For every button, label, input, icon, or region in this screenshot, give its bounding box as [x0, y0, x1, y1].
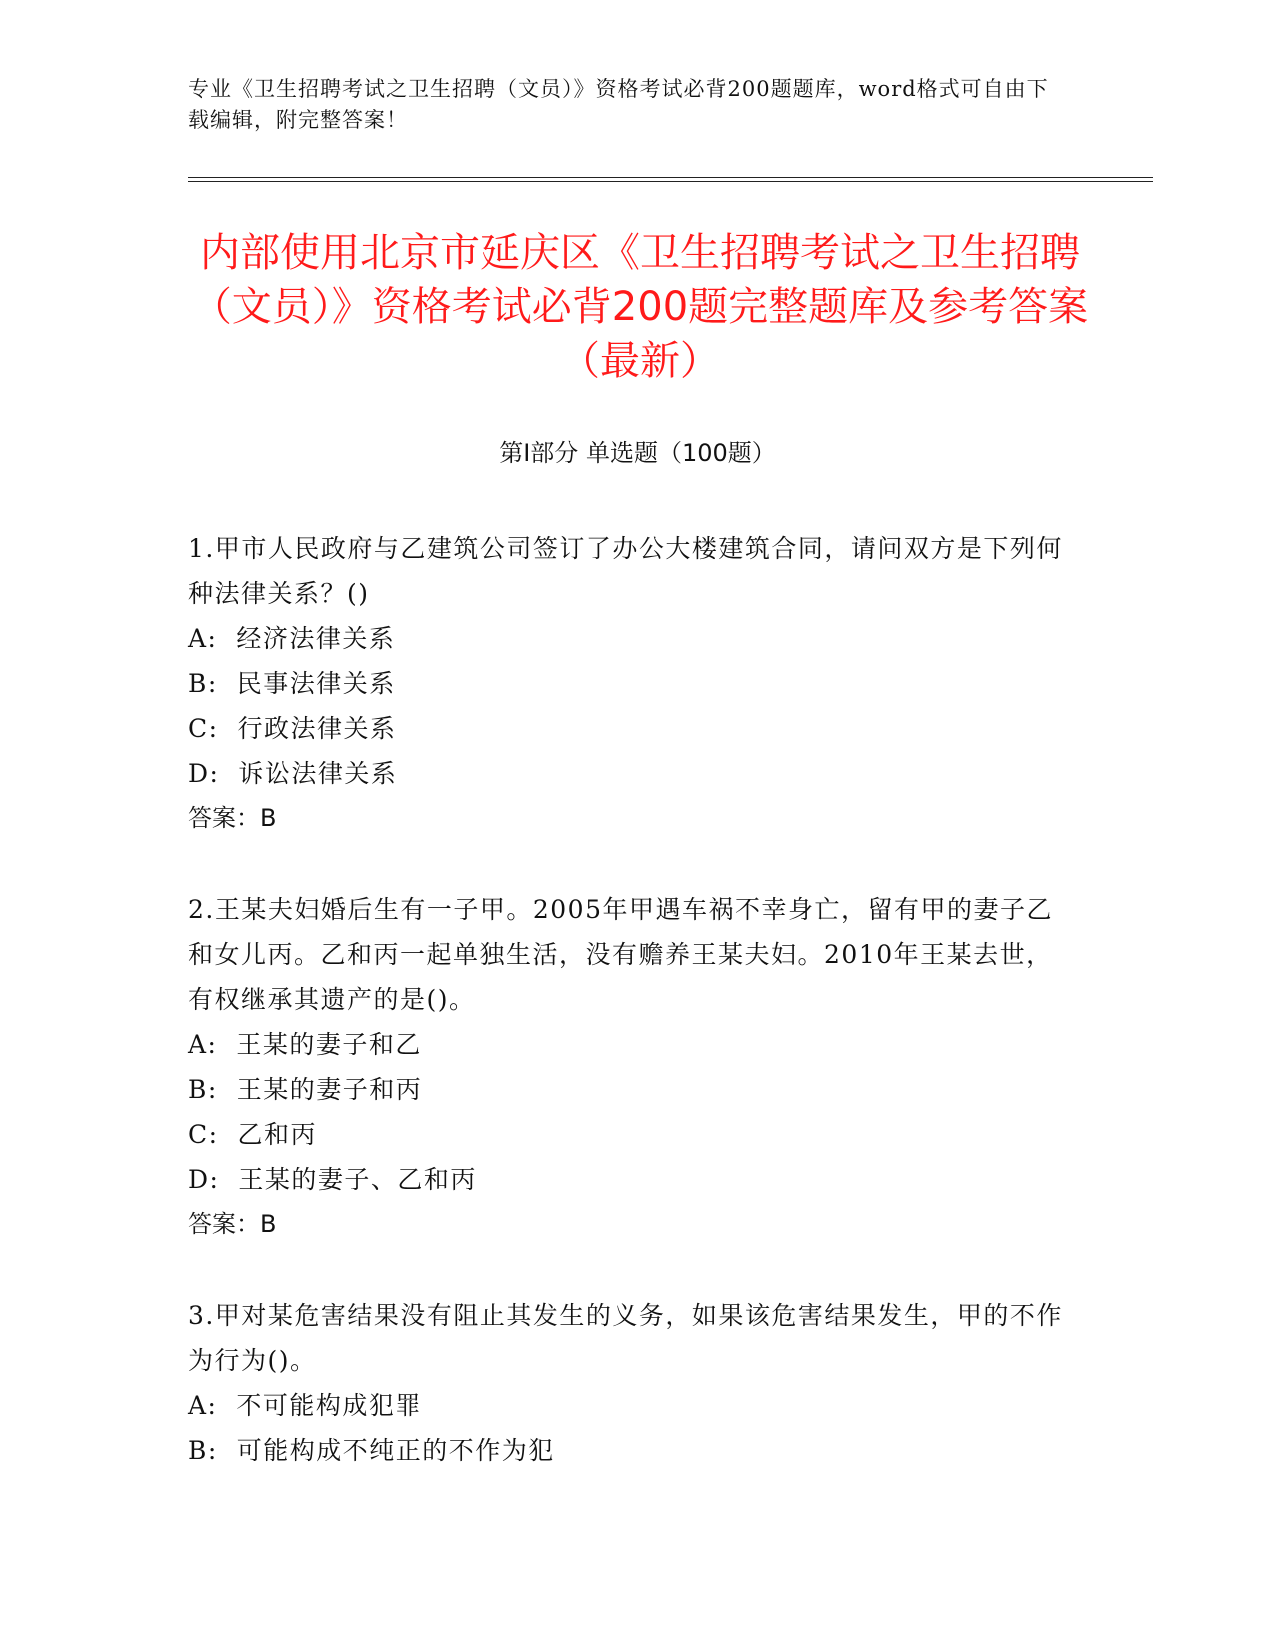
header-divider-bottom [188, 181, 1153, 182]
option-c: C: 乙和丙 [188, 1120, 317, 1149]
option-b: B: 可能构成不纯正的不作为犯 [188, 1436, 555, 1465]
answer: 答案：B [188, 804, 277, 832]
answer: 答案：B [188, 1210, 277, 1238]
question-list [188, 526, 1068, 1519]
section-heading: 第Ⅰ部分 单选题（100题） [499, 439, 776, 467]
document-title: 内部使用北京市延庆区《卫生招聘考试之卫生招聘（文员）》资格考试必背200题完整题库及参考答案（最新） [191, 230, 1089, 384]
header-note: 专业《卫生招聘考试之卫生招聘（文员）》资格考试必背200题题库，word格式可自由下载编辑，附完整答案！ [188, 77, 1049, 132]
question-2 [188, 887, 1068, 1247]
option-d: D: 王某的妻子、乙和丙 [188, 1165, 477, 1194]
question-text: 3.甲对某危害结果没有阻止其发生的义务，如果该危害结果发生，甲的不作为行为()。 [188, 1301, 1063, 1375]
question-text: 2.王某夫妇婚后生有一子甲。2005年甲遇车祸不幸身亡，留有甲的妻子乙和女儿丙。乙和丙一起单独生活，没有赡养王某夫妇。2010年王某去世，有权继承其遗产的是()。 [188, 895, 1053, 1014]
header-divider-top [188, 177, 1153, 178]
question-text: 1.甲市人民政府与乙建筑公司签订了办公大楼建筑合同，请问双方是下列何种法律关系？() [188, 534, 1063, 608]
option-a: A: 王某的妻子和乙 [188, 1030, 422, 1059]
question-3 [188, 1293, 1068, 1473]
question-1 [188, 526, 1068, 841]
option-d: D: 诉讼法律关系 [188, 759, 398, 788]
option-a: A: 经济法律关系 [188, 624, 396, 653]
option-c: C: 行政法律关系 [188, 714, 397, 743]
option-b: B: 王某的妻子和丙 [188, 1075, 423, 1104]
option-b: B: 民事法律关系 [188, 669, 396, 698]
option-a: A: 不可能构成犯罪 [188, 1391, 422, 1420]
